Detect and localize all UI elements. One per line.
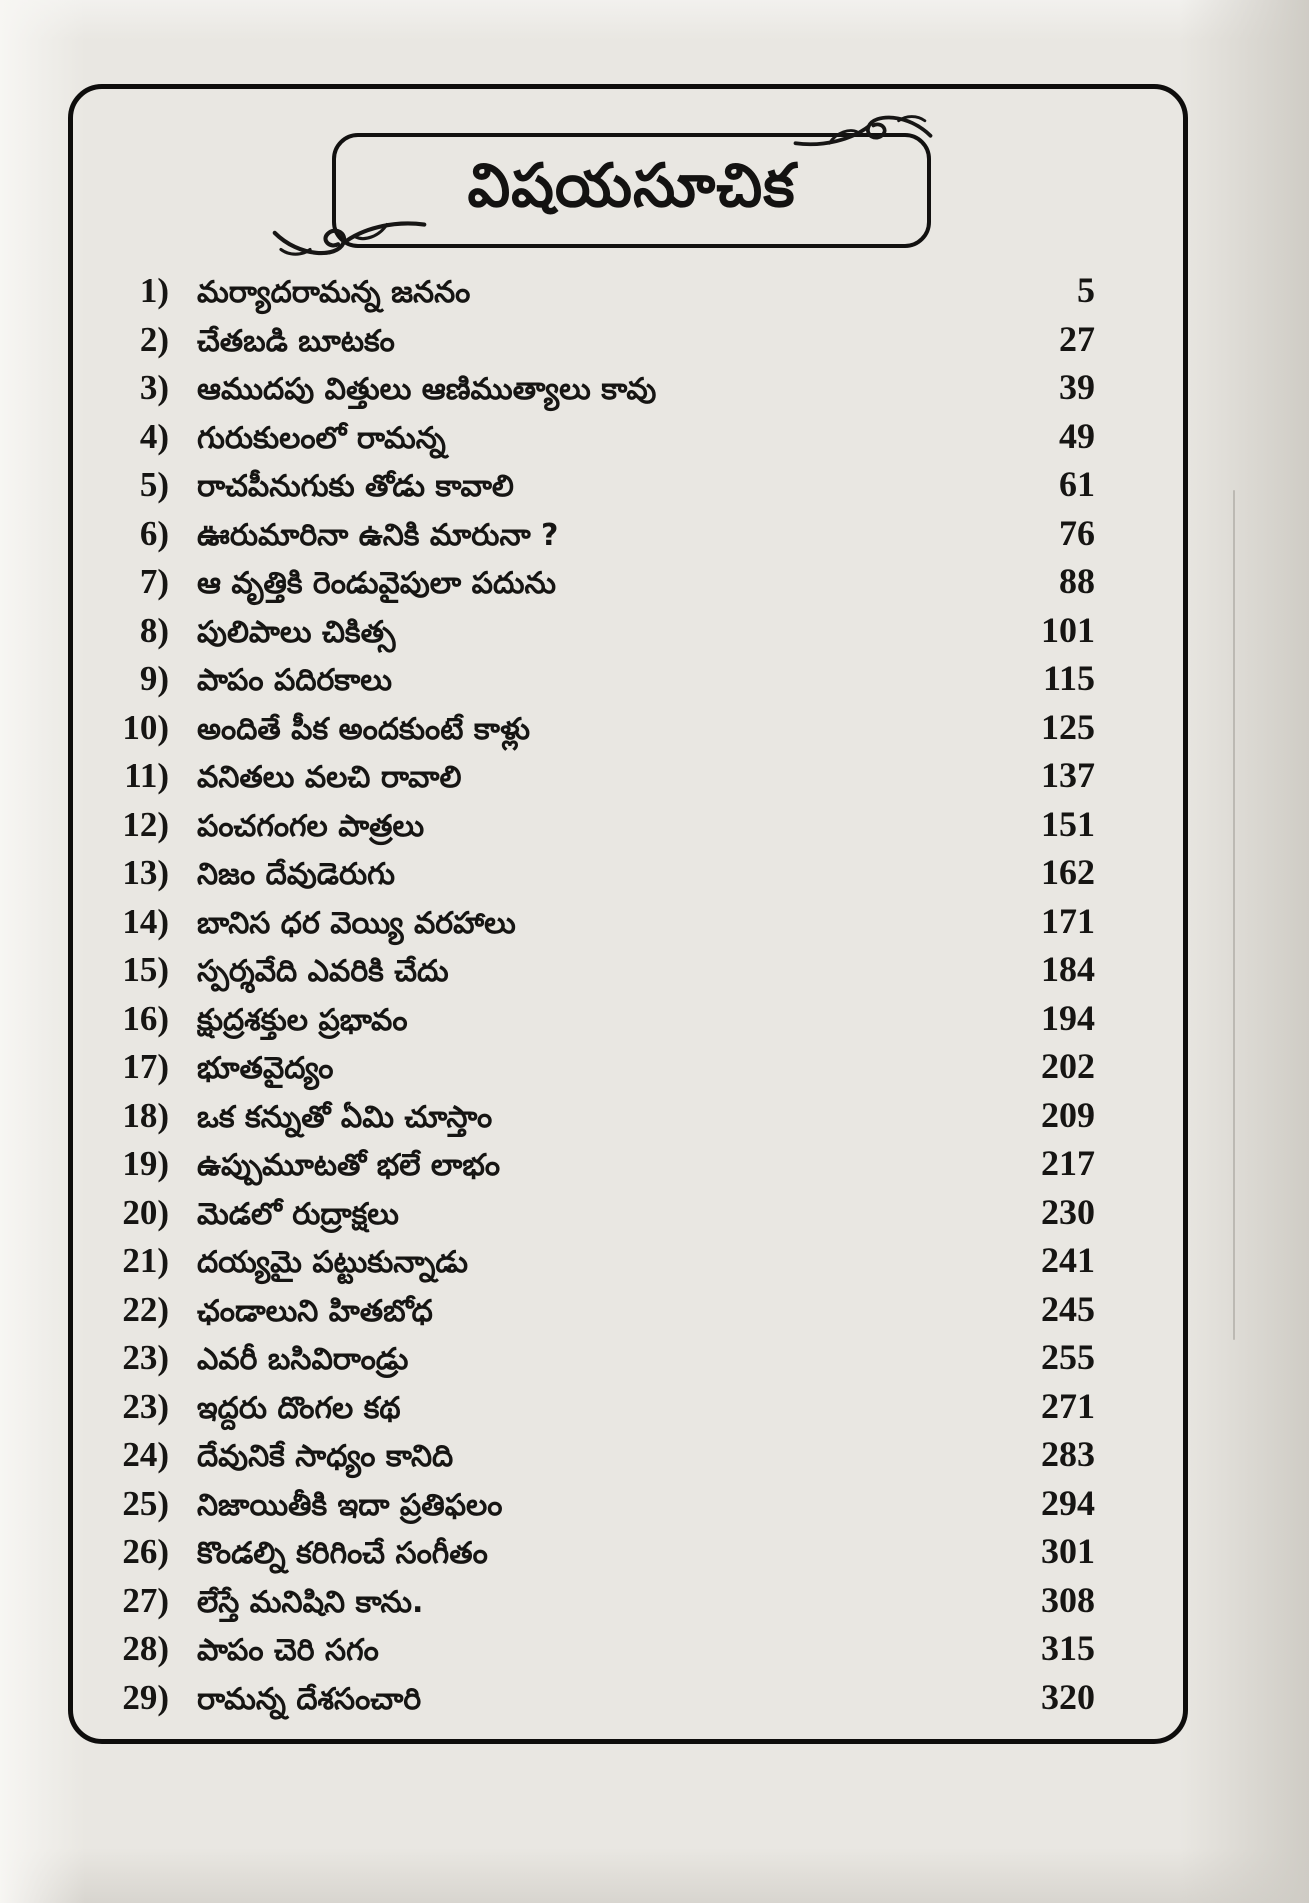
toc-entry-title: లేస్తే మనిషిని కాను. — [197, 1584, 424, 1620]
toc-row — [95, 1430, 1095, 1479]
toc-entry-page: 202 — [1041, 1046, 1095, 1086]
toc-entry-page: 151 — [1041, 803, 1095, 844]
toc-entry-number: 14) — [122, 901, 169, 941]
toc-entry-number: 16) — [122, 998, 169, 1038]
toc-row — [95, 509, 1095, 558]
toc-entry-page: 245 — [1041, 1288, 1095, 1329]
toc-entry-number: 3) — [139, 368, 169, 407]
toc-entry-page: 39 — [1059, 367, 1095, 407]
toc-row — [95, 1091, 1095, 1140]
toc-row — [95, 1188, 1095, 1237]
toc-entry-title: దేవునికే సాధ్యం కానిది — [197, 1439, 454, 1474]
toc-entry-page: 137 — [1041, 755, 1095, 795]
toc-row — [95, 800, 1095, 849]
toc-entry-title: ఆముదపు విత్తులు ఆణిముత్యాలు కావు — [197, 372, 657, 407]
toc-entry-number: 2) — [139, 319, 169, 359]
toc-entry-page: 255 — [1041, 1337, 1095, 1377]
toc-entry-page: 125 — [1041, 706, 1095, 747]
toc-entry-number: 5) — [139, 465, 169, 504]
toc-entry-page: 115 — [1042, 658, 1095, 698]
toc-entry-number: 22) — [122, 1289, 169, 1329]
toc-entry-number: 26) — [122, 1532, 169, 1571]
toc-entry-number: 20) — [122, 1192, 169, 1232]
toc-row — [95, 1382, 1095, 1431]
toc-entry-page: 27 — [1059, 318, 1095, 359]
title-box — [332, 133, 931, 248]
toc-entry-number: 10) — [122, 707, 169, 747]
toc-row — [95, 1285, 1095, 1334]
toc-entry-number: 24) — [122, 1435, 169, 1474]
toc-row — [95, 654, 1095, 703]
toc-entry-number: 6) — [139, 513, 169, 553]
toc-entry-title: మర్యాదరామన్న జననం — [197, 275, 471, 310]
toc-entry-title: రామన్న దేశసంచారి — [197, 1681, 422, 1717]
toc-entry-page: 171 — [1041, 900, 1095, 941]
toc-entry-page: 320 — [1041, 1676, 1095, 1717]
toc-row — [95, 994, 1095, 1043]
toc-entry-title: చేతబడి బూటకం — [197, 323, 395, 359]
toc-row — [95, 412, 1095, 461]
toc-entry-title: స్పర్శవేది ఎవరికి చేదు — [197, 954, 449, 989]
toc-entry-title: ఎవరీ బసివిరాండ్రు — [197, 1342, 409, 1377]
toc-entry-page: 49 — [1059, 415, 1095, 456]
toc-entry-number: 9) — [139, 659, 169, 698]
toc-entry-title: భూతవైద్యం — [197, 1051, 334, 1086]
toc-entry-number: 8) — [139, 610, 169, 650]
page-crease — [1233, 490, 1235, 1340]
toc-entry-title: పాపం చెరి సగం — [197, 1633, 379, 1668]
toc-entry-page: 61 — [1059, 464, 1095, 504]
toc-entry-page: 5 — [1077, 270, 1095, 310]
toc-list — [95, 266, 1095, 1721]
toc-entry-number: 28) — [122, 1629, 169, 1668]
toc-entry-title: ఉప్పుమూటతో భలే లాభం — [197, 1148, 501, 1183]
toc-entry-title: నిజాయితీకి ఇదా ప్రతిఫలం — [197, 1487, 503, 1523]
toc-entry-title: క్షుద్రశక్తుల ప్రభావం — [197, 1002, 408, 1038]
toc-entry-number: 18) — [122, 1095, 169, 1135]
toc-row — [95, 460, 1095, 509]
toc-entry-number: 7) — [139, 562, 169, 601]
toc-row — [95, 363, 1095, 412]
toc-row — [95, 1576, 1095, 1625]
toc-entry-page: 301 — [1041, 1531, 1095, 1571]
toc-entry-title: ఒక కన్నుతో ఏమి చూస్తాం — [197, 1099, 493, 1135]
toc-entry-number: 27) — [122, 1580, 169, 1620]
toc-entry-title: పంచగంగల పాత్రలు — [197, 808, 425, 844]
toc-entry-number: 12) — [122, 804, 169, 844]
toc-entry-number: 19) — [122, 1144, 169, 1183]
toc-row — [95, 606, 1095, 655]
toc-entry-title: రాచపీనుగుకు తోడు కావాలి — [197, 469, 514, 504]
toc-row — [95, 897, 1095, 946]
toc-entry-title: బానిస ధర వెయ్యి వరహాలు — [197, 905, 516, 941]
toc-entry-title: పాపం పదిరకాలు — [197, 663, 392, 698]
toc-entry-title: దయ్యమై పట్టుకున్నాడు — [197, 1245, 468, 1280]
toc-row — [95, 1527, 1095, 1576]
toc-entry-page: 230 — [1041, 1191, 1095, 1232]
toc-entry-number: 17) — [122, 1047, 169, 1086]
toc-entry-page: 184 — [1041, 949, 1095, 989]
page-title: విషయసూచిక — [467, 150, 796, 221]
toc-entry-number: 13) — [122, 853, 169, 892]
toc-entry-title: గురుకులంలో రామన్న — [197, 420, 446, 456]
toc-entry-page: 162 — [1041, 852, 1095, 892]
toc-row — [95, 1042, 1095, 1091]
toc-entry-page: 271 — [1041, 1385, 1095, 1426]
toc-entry-number: 23) — [122, 1338, 169, 1377]
toc-entry-page: 294 — [1041, 1482, 1095, 1523]
toc-entry-number: 15) — [122, 950, 169, 989]
toc-row — [95, 1673, 1095, 1722]
toc-entry-number: 1) — [139, 271, 169, 310]
toc-entry-page: 315 — [1041, 1628, 1095, 1668]
toc-entry-number: 11) — [124, 756, 169, 795]
toc-row — [95, 557, 1095, 606]
toc-entry-page: 241 — [1041, 1240, 1095, 1280]
toc-entry-title: ఇద్దరు దొంగల కథ — [197, 1390, 401, 1426]
toc-entry-title: నిజం దేవుడెరుగు — [197, 857, 396, 892]
toc-entry-page: 76 — [1059, 512, 1095, 553]
toc-row — [95, 266, 1095, 315]
toc-entry-title: పులిపాలు చికిత్స — [197, 614, 396, 650]
toc-row — [95, 1333, 1095, 1382]
toc-row — [95, 1236, 1095, 1285]
toc-entry-page: 308 — [1041, 1579, 1095, 1620]
toc-row — [95, 1479, 1095, 1528]
toc-row — [95, 848, 1095, 897]
toc-row — [95, 1624, 1095, 1673]
toc-row — [95, 1139, 1095, 1188]
toc-entry-page: 88 — [1059, 561, 1095, 601]
toc-entry-title: ఊరుమారినా ఉనికి మారునా ? — [197, 517, 559, 553]
toc-entry-number: 29) — [122, 1677, 169, 1717]
toc-entry-page: 209 — [1041, 1094, 1095, 1135]
toc-entry-page: 283 — [1041, 1434, 1095, 1474]
toc-entry-page: 194 — [1041, 997, 1095, 1038]
toc-row — [95, 703, 1095, 752]
toc-entry-title: కొండల్ని కరిగించే సంగీతం — [197, 1536, 488, 1571]
toc-entry-title: మెడలో రుద్రాక్షలు — [197, 1196, 399, 1232]
toc-row — [95, 945, 1095, 994]
toc-entry-page: 217 — [1041, 1143, 1095, 1183]
toc-row — [95, 751, 1095, 800]
toc-row — [95, 315, 1095, 364]
toc-entry-title: వనితలు వలచి రావాలి — [197, 760, 462, 795]
toc-entry-number: 23) — [122, 1386, 169, 1426]
toc-entry-number: 25) — [122, 1483, 169, 1523]
toc-entry-title: ఛండాలుని హితబోధ — [197, 1293, 433, 1329]
toc-entry-title: ఆ వృత్తికి రెండువైపులా పదును — [197, 566, 556, 601]
toc-entry-title: అందితే పీక అందకుంటే కాళ్లు — [197, 711, 531, 747]
toc-entry-number: 4) — [139, 416, 169, 456]
toc-entry-number: 21) — [122, 1241, 169, 1280]
toc-entry-page: 101 — [1041, 609, 1095, 650]
